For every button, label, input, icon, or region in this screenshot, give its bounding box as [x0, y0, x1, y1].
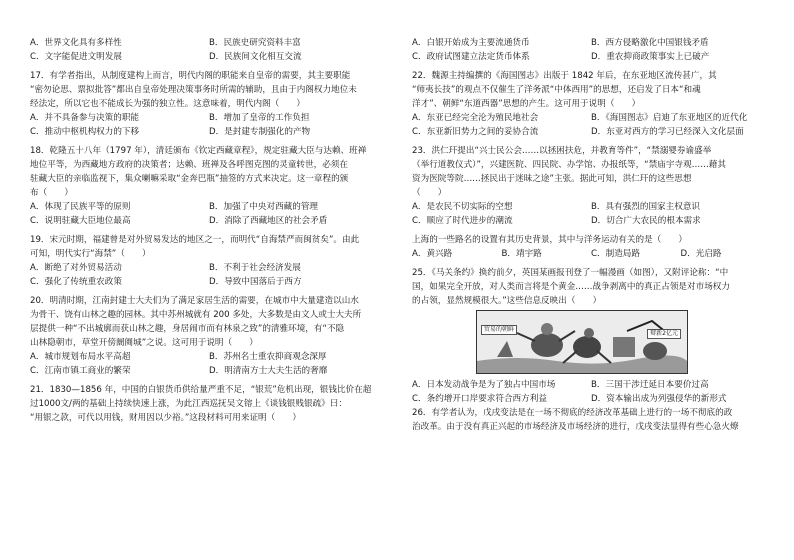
option: D．明清南方士大夫生活的奢靡	[209, 366, 328, 376]
option: C．制造局路	[591, 249, 640, 259]
q16-options-row2	[30, 50, 388, 64]
option: A．黄兴路	[412, 249, 453, 259]
question-text: 资为医院等院……拯民出于迷昧之途”主张。据此可知，洪仁玕的这些思想	[412, 174, 692, 184]
option: A．世界文化具有多样性	[30, 38, 122, 48]
cartoon-label-right: 辩新2亿元	[647, 329, 681, 339]
question-17	[30, 69, 388, 139]
option: D．重农抑商政策事实上已破产	[591, 52, 710, 62]
question-text: 布（ ）	[30, 188, 73, 198]
option: C．强化了传统重农政策	[30, 277, 122, 287]
question-26	[412, 406, 770, 434]
option: D．切合广大农民的根本需求	[591, 216, 701, 226]
option: A．断绝了对外贸易活动	[30, 263, 122, 273]
option: A．城市规划布局水平高超	[30, 352, 131, 362]
question-19	[30, 233, 388, 289]
option: B．具有强烈的国家主权意识	[591, 202, 701, 212]
right-column	[412, 36, 770, 434]
question-text: 地位平等，为西藏地方政府的决策者；达赖、班禅及各呼图克图的灵童转世，必须在	[30, 160, 348, 170]
question-22	[412, 69, 770, 139]
question-23	[412, 144, 770, 228]
question-text: 20．明清时期，江南封建士大夫们为了满足家居生活的需要，在城市中大量建造以山水	[30, 296, 359, 306]
cartoon-illustration	[477, 311, 687, 373]
question-text: 为骨干、饶有山林之趣的园林。其中苏州城就有 200 多处，大多数是由文人或士大夫所	[30, 310, 362, 320]
option: D．是封建专制强化的产物	[209, 127, 311, 137]
option: B．加强了中央对西藏的管理	[209, 202, 319, 212]
question-text: 山林隐朝市，草堂开傍阛阓城”之说。这可用于说明（ ）	[30, 338, 258, 348]
option: B．增加了皇帝的工作负担	[209, 113, 310, 123]
option: B．苏州名士重农抑商观念深厚	[209, 352, 327, 362]
question-text: 21．1830—1856 年，中国的白银货币供给量严重不足，“银荒”危机出现，银钱比价在超	[30, 385, 372, 395]
option: A．日本发动战争是为了独占中国市场	[412, 380, 556, 390]
question-text: 23．洪仁玕提出“兴士民公会……以拯困扶危，并教育等件”，“禁溺婴券谕盛举	[412, 146, 712, 156]
question-text: 22．魏源主持编撰的《海国图志》出版于 1842 年后，在东亚地区流传甚广，其	[412, 71, 717, 81]
option: D．民族间文化相互交流	[209, 52, 302, 62]
question-text: “师夷长技”的观点不仅催生了洋务派“中体西用”的思想，还启发了日本“和魂	[412, 85, 701, 95]
option: C．政府试图建立法定货币体系	[412, 52, 530, 62]
question-text: 治改革。由于没有真正兴起的市场经济及市场经济的进行，戊戌变法显得有些心急火燎	[412, 422, 739, 432]
option: C．江南市镇工商业的繁荣	[30, 366, 131, 376]
question-text: 可知，明代实行“海禁”（ ）	[30, 249, 151, 259]
question-text: 上海的一些路名的设置有其历史背景，其中与洋务运动有关的是（ ）	[412, 235, 688, 245]
option: A．东亚已经完全沦为殖民地社会	[412, 113, 539, 123]
question-text: 过1000文/两的基础上持续快速上涨，为此江西巡抚吴文镕上《谈钱银贱银疏》曰：	[30, 399, 347, 409]
option: B．靖宇路	[501, 249, 542, 259]
option: A．体现了民族平等的原则	[30, 202, 131, 212]
question-text: 17．有学者指出，从制度建构上而言，明代内阁的职能来自皇帝的需要，其主要职能	[30, 71, 351, 81]
question-text: 层提供一种“不出城廓而获山林之趣，身居闹市而有林泉之致”的清雅环境，有“不隐	[30, 324, 345, 334]
q16-options-row1	[30, 36, 388, 50]
option: D．光启路	[680, 249, 722, 259]
question-20	[30, 294, 388, 378]
q21-options-row1	[412, 36, 770, 50]
option: C．条约增开口岸要求符合西方利益	[412, 394, 547, 404]
q21-options-row2	[412, 50, 770, 64]
option: B．三国干涉迁延日本要价过高	[591, 380, 709, 390]
question-text: 国，如果完全开放，对人类而言将是个黄金……战争剥离中的真正占领是对市场权力	[412, 282, 730, 292]
option: A．是农民不切实际的空想	[412, 202, 513, 212]
option: B．民族史研究资料丰富	[209, 38, 301, 48]
question-18	[30, 144, 388, 228]
option: A．白银开始成为主要流通货币	[412, 38, 530, 48]
question-text: “密勿论思、票拟批答”都出自皇帝处理决策事务时所需的辅助，且由于内阁权力地位未	[30, 85, 357, 95]
question-text: （举行道教仪式）”，兴建医院、四民院、办学馆、办报纸等，“禁庙宇寺观……藉其	[412, 160, 726, 170]
option: B．《海国图志》启迪了东亚地区的近代化	[591, 113, 748, 123]
question-text: “用银之款，可代以用钱，财用因以少裕。”这段材料可用来证明（ ）	[30, 413, 302, 423]
question-text: 26．有学者认为，戊戌变法是在一场不彻底的经济改革基础上进行的一场不彻底的政	[412, 408, 733, 418]
question-text: 经法定，所以它也不能成长为强的独立性。这意味着，明代内阁（ ）	[30, 99, 306, 109]
option: B．西方侵略激化中国银钱矛盾	[591, 38, 709, 48]
question-text: 18．乾隆五十八年（1797 年），清廷颁布《钦定西藏章程》，规定驻藏大臣与达赖、班禅	[30, 146, 367, 156]
option: D．消除了西藏地区的社会矛盾	[209, 216, 328, 226]
option: D．东亚对西方的学习已经深入文化层面	[591, 127, 744, 137]
option: D．导致中国落后于西方	[209, 277, 302, 287]
option: C．东亚新旧势力之间的妥协合流	[412, 127, 539, 137]
question-25	[412, 266, 770, 406]
option: D．资本输出成为列强侵华的新形式	[591, 394, 727, 404]
question-text: 的占领，显然规模很大。”这些信息反映出（ ）	[412, 296, 602, 306]
question-text: 25．《马关条约》换约前夕，英国某画报刊登了一幅漫画（如图），又附评论称：“中	[412, 268, 729, 278]
option: C．推动中枢机构权力的下移	[30, 127, 140, 137]
question-24	[412, 233, 770, 261]
left-column	[30, 36, 388, 425]
option: C．文字能促进文明发展	[30, 52, 122, 62]
option: C．顺应了时代进步的潮流	[412, 216, 513, 226]
question-text: （ ）	[412, 188, 447, 198]
cartoon-label-left: 贸易的朝鲜	[481, 325, 517, 335]
question-text: 驻藏大臣的亲临监视下，集众喇嘛采取“金奔巴瓶”抽签的方式来决定。这一章程的颁	[30, 174, 349, 184]
question-21	[30, 383, 388, 425]
option: A．并不具备参与决策的职能	[30, 113, 140, 123]
cartoon-figure	[476, 310, 688, 374]
option: C．说明驻藏大臣地位最高	[30, 216, 131, 226]
option: B．不利于社会经济发展	[209, 263, 301, 273]
question-text: 洋才”、朝鲜“东道西器”思想的产生。这可用于说明（ ）	[412, 99, 641, 109]
question-text: 19．宋元时期，福建曾是对外贸易发达的地区之一，而明代“自海禁严而闽贫矣”。由此	[30, 235, 360, 245]
